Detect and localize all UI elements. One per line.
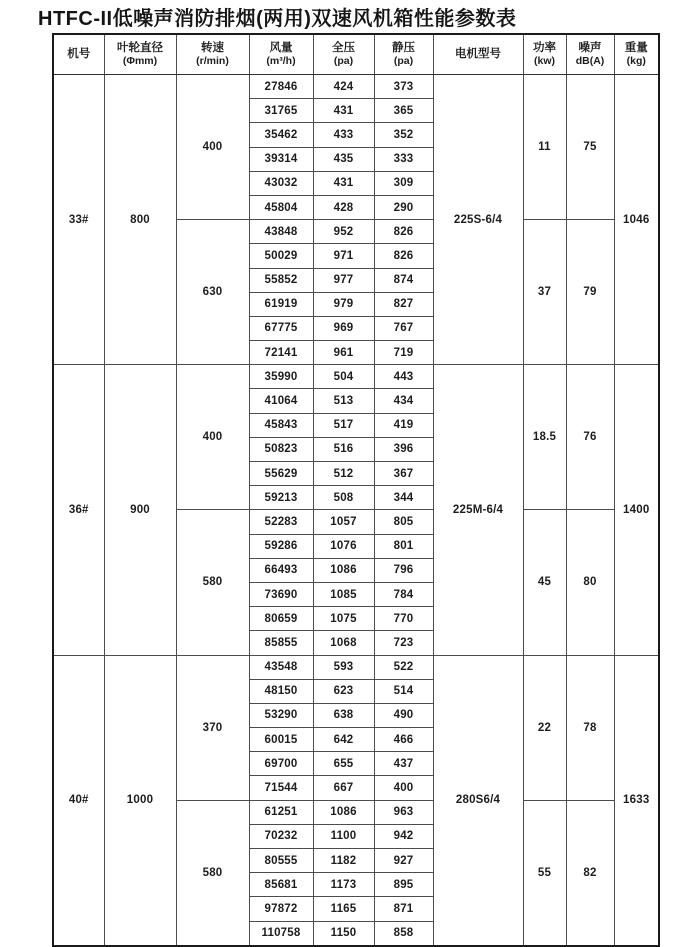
cell-airflow: 43548: [249, 655, 313, 679]
cell-airflow: 41064: [249, 389, 313, 413]
cell-total-pressure: 512: [313, 462, 374, 486]
cell-total-pressure: 1150: [313, 921, 374, 946]
col-header-speed: [176, 34, 249, 75]
col-header-machine: [53, 34, 104, 75]
cell-airflow: 50823: [249, 437, 313, 461]
cell-speed: 630: [176, 220, 249, 365]
cell-airflow: 39314: [249, 147, 313, 171]
cell-static-pressure: 942: [374, 824, 433, 848]
col-header-label: 全压: [332, 41, 355, 54]
cell-airflow: 45843: [249, 413, 313, 437]
cell-noise: 78: [566, 655, 614, 800]
cell-total-pressure: 1076: [313, 534, 374, 558]
cell-total-pressure: 1165: [313, 897, 374, 921]
col-header-diameter: [104, 34, 176, 75]
col-header-label: 转速: [201, 41, 224, 54]
cell-machine-number: 36#: [53, 365, 104, 655]
cell-airflow: 52283: [249, 510, 313, 534]
cell-static-pressure: 333: [374, 147, 433, 171]
cell-speed: 580: [176, 510, 249, 655]
cell-total-pressure: 516: [313, 437, 374, 461]
col-header-label: 功率: [533, 41, 556, 54]
cell-total-pressure: 979: [313, 292, 374, 316]
col-header-unit: (Φmm): [122, 55, 158, 68]
cell-power: 18.5: [523, 365, 566, 510]
cell-total-pressure: 969: [313, 316, 374, 340]
cell-airflow: 59286: [249, 534, 313, 558]
col-header-noise: [566, 34, 614, 75]
cell-impeller-diameter: 800: [104, 75, 176, 365]
cell-power: 55: [523, 800, 566, 946]
cell-static-pressure: 826: [374, 244, 433, 268]
cell-total-pressure: 655: [313, 752, 374, 776]
col-header-unit: (kw): [534, 55, 555, 68]
cell-static-pressure: 826: [374, 220, 433, 244]
cell-static-pressure: 437: [374, 752, 433, 776]
col-header-label: 噪声: [578, 41, 602, 54]
data-row: [53, 75, 659, 99]
cell-total-pressure: 1100: [313, 824, 374, 848]
cell-airflow: 53290: [249, 703, 313, 727]
cell-power: 22: [523, 655, 566, 800]
cell-static-pressure: 723: [374, 631, 433, 655]
cell-static-pressure: 767: [374, 316, 433, 340]
col-header-label: 风量: [269, 41, 293, 54]
table-header: [53, 34, 659, 75]
cell-airflow: 67775: [249, 316, 313, 340]
cell-power: 37: [523, 220, 566, 365]
cell-speed: 370: [176, 655, 249, 800]
col-header-unit: (pa): [393, 55, 414, 68]
cell-total-pressure: 1086: [313, 800, 374, 824]
cell-static-pressure: 927: [374, 849, 433, 873]
cell-airflow: 69700: [249, 752, 313, 776]
data-row: [53, 655, 659, 679]
cell-airflow: 31765: [249, 99, 313, 123]
cell-static-pressure: 490: [374, 703, 433, 727]
cell-total-pressure: 961: [313, 341, 374, 365]
cell-noise: 80: [566, 510, 614, 655]
cell-airflow: 71544: [249, 776, 313, 800]
fan-spec-table: [52, 33, 660, 947]
cell-airflow: 61251: [249, 800, 313, 824]
cell-airflow: 85855: [249, 631, 313, 655]
cell-airflow: 43848: [249, 220, 313, 244]
cell-static-pressure: 309: [374, 171, 433, 195]
cell-airflow: 60015: [249, 728, 313, 752]
col-header-unit: (r/min): [196, 55, 229, 68]
col-header-unit: (pa): [333, 55, 354, 68]
cell-airflow: 55852: [249, 268, 313, 292]
cell-static-pressure: 827: [374, 292, 433, 316]
col-header-label: 叶轮直径: [117, 41, 163, 54]
col-header-label: 重量: [624, 41, 648, 54]
cell-total-pressure: 431: [313, 171, 374, 195]
cell-total-pressure: 517: [313, 413, 374, 437]
cell-total-pressure: 667: [313, 776, 374, 800]
col-header-total: [313, 34, 374, 75]
cell-airflow: 43032: [249, 171, 313, 195]
col-header-label: 机号: [67, 48, 91, 61]
cell-static-pressure: 352: [374, 123, 433, 147]
cell-total-pressure: 642: [313, 728, 374, 752]
cell-weight: 1633: [614, 655, 659, 946]
cell-airflow: 48150: [249, 679, 313, 703]
cell-total-pressure: 1057: [313, 510, 374, 534]
cell-static-pressure: 290: [374, 195, 433, 219]
cell-total-pressure: 1086: [313, 558, 374, 582]
cell-static-pressure: 784: [374, 582, 433, 606]
cell-noise: 82: [566, 800, 614, 946]
cell-total-pressure: 428: [313, 195, 374, 219]
cell-motor-model: 280S6/4: [433, 655, 523, 946]
cell-airflow: 80555: [249, 849, 313, 873]
cell-static-pressure: 434: [374, 389, 433, 413]
col-header-power: [523, 34, 566, 75]
cell-static-pressure: 770: [374, 607, 433, 631]
cell-static-pressure: 805: [374, 510, 433, 534]
cell-speed: 580: [176, 800, 249, 946]
cell-impeller-diameter: 900: [104, 365, 176, 655]
cell-static-pressure: 871: [374, 897, 433, 921]
cell-airflow: 35990: [249, 365, 313, 389]
cell-static-pressure: 466: [374, 728, 433, 752]
col-header-unit: dB(A): [575, 55, 605, 68]
cell-static-pressure: 373: [374, 75, 433, 99]
cell-airflow: 66493: [249, 558, 313, 582]
cell-airflow: 45804: [249, 195, 313, 219]
cell-total-pressure: 977: [313, 268, 374, 292]
cell-static-pressure: 858: [374, 921, 433, 946]
cell-static-pressure: 419: [374, 413, 433, 437]
col-header-motor: [433, 34, 523, 75]
cell-noise: 76: [566, 365, 614, 510]
cell-noise: 79: [566, 220, 614, 365]
cell-total-pressure: 508: [313, 486, 374, 510]
cell-machine-number: 33#: [53, 75, 104, 365]
cell-total-pressure: 431: [313, 99, 374, 123]
cell-static-pressure: 367: [374, 462, 433, 486]
cell-static-pressure: 801: [374, 534, 433, 558]
cell-airflow: 72141: [249, 341, 313, 365]
cell-total-pressure: 1075: [313, 607, 374, 631]
cell-airflow: 59213: [249, 486, 313, 510]
cell-total-pressure: 513: [313, 389, 374, 413]
cell-motor-model: 225M-6/4: [433, 365, 523, 655]
cell-weight: 1400: [614, 365, 659, 655]
cell-airflow: 70232: [249, 824, 313, 848]
cell-total-pressure: 1068: [313, 631, 374, 655]
cell-total-pressure: 1085: [313, 582, 374, 606]
cell-power: 11: [523, 75, 566, 220]
cell-airflow: 85681: [249, 873, 313, 897]
table-body: [53, 75, 659, 946]
cell-noise: 75: [566, 75, 614, 220]
col-header-weight: [614, 34, 659, 75]
cell-impeller-diameter: 1000: [104, 655, 176, 946]
cell-total-pressure: 623: [313, 679, 374, 703]
cell-airflow: 35462: [249, 123, 313, 147]
cell-airflow: 73690: [249, 582, 313, 606]
cell-static-pressure: 344: [374, 486, 433, 510]
cell-static-pressure: 396: [374, 437, 433, 461]
col-header-label: 静压: [392, 41, 415, 54]
cell-airflow: 55629: [249, 462, 313, 486]
page-title: HTFC-II低噪声消防排烟(两用)双速风机箱性能参数表: [38, 8, 517, 30]
cell-total-pressure: 504: [313, 365, 374, 389]
cell-airflow: 27846: [249, 75, 313, 99]
cell-total-pressure: 638: [313, 703, 374, 727]
cell-total-pressure: 952: [313, 220, 374, 244]
cell-total-pressure: 1173: [313, 873, 374, 897]
header-row: [53, 34, 659, 75]
cell-static-pressure: 895: [374, 873, 433, 897]
cell-total-pressure: 971: [313, 244, 374, 268]
cell-total-pressure: 1182: [313, 849, 374, 873]
col-header-airflow: [249, 34, 313, 75]
cell-airflow: 61919: [249, 292, 313, 316]
cell-static-pressure: 522: [374, 655, 433, 679]
cell-static-pressure: 514: [374, 679, 433, 703]
cell-static-pressure: 443: [374, 365, 433, 389]
cell-static-pressure: 365: [374, 99, 433, 123]
cell-machine-number: 40#: [53, 655, 104, 946]
cell-speed: 400: [176, 365, 249, 510]
cell-airflow: 80659: [249, 607, 313, 631]
cell-power: 45: [523, 510, 566, 655]
cell-airflow: 50029: [249, 244, 313, 268]
cell-total-pressure: 433: [313, 123, 374, 147]
cell-static-pressure: 719: [374, 341, 433, 365]
cell-airflow: 110758: [249, 921, 313, 946]
cell-airflow: 97872: [249, 897, 313, 921]
data-row: [53, 365, 659, 389]
col-header-unit: (m³/h): [266, 55, 296, 68]
col-header-unit: (kg): [626, 55, 646, 68]
cell-static-pressure: 874: [374, 268, 433, 292]
cell-speed: 400: [176, 75, 249, 220]
cell-static-pressure: 796: [374, 558, 433, 582]
cell-total-pressure: 435: [313, 147, 374, 171]
cell-motor-model: 225S-6/4: [433, 75, 523, 365]
cell-total-pressure: 424: [313, 75, 374, 99]
cell-total-pressure: 593: [313, 655, 374, 679]
cell-static-pressure: 963: [374, 800, 433, 824]
col-header-label: 电机型号: [455, 48, 501, 61]
col-header-static: [374, 34, 433, 75]
cell-weight: 1046: [614, 75, 659, 365]
cell-static-pressure: 400: [374, 776, 433, 800]
